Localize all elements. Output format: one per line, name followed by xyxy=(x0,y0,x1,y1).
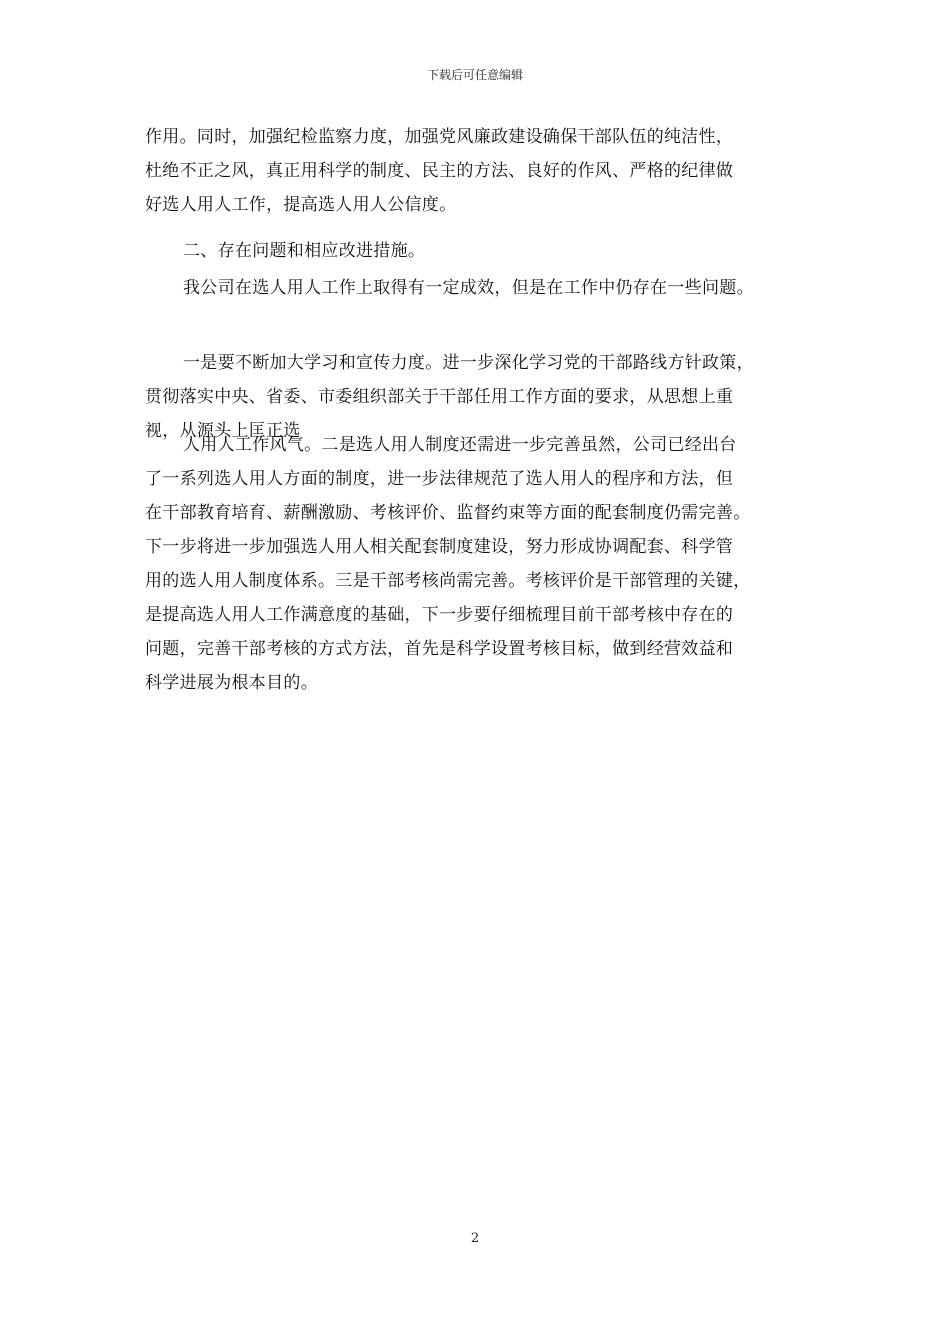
text-line: 了一系列选人用人方面的制度，进一步法律规范了选人用人的程序和方法，但 xyxy=(145,469,734,489)
text-line: 下一步将进一步加强选人用人相关配套制度建设，努力形成协调配套、科学管 xyxy=(145,537,734,557)
text-line: 好选人用人工作，提高选人用人公信度。 xyxy=(145,195,457,215)
paragraph-2 xyxy=(145,271,820,305)
text-line: 问题，完善干部考核的方式方法，首先是科学设置考核目标，做到经营效益和 xyxy=(145,639,734,659)
text-line: 杜绝不正之风，真正用科学的制度、民主的方法、良好的作风、严格的纪律做 xyxy=(145,161,734,181)
text-line: 用的选人用人制度体系。三是干部考核尚需完善。考核评价是干部管理的关键， xyxy=(145,571,751,591)
page-header: 下载后可任意编辑 xyxy=(426,68,523,82)
text-line: 贯彻落实中央、省委、市委组织部关于干部任用工作方面的要求，从思想上重 xyxy=(145,387,734,407)
page-number: 2 xyxy=(470,1231,480,1246)
text-line: 一是要不断加大学习和宣传力度。进一步深化学习党的干部路线方针政策， xyxy=(183,353,754,373)
section-heading xyxy=(145,234,820,268)
paragraph-1 xyxy=(145,120,820,222)
paragraph-4 xyxy=(145,428,820,700)
text-line: 在干部教育培育、薪酬激励、考核评价、监督约束等方面的配套制度仍需完善。 xyxy=(145,503,751,523)
text-line: 作用。同时，加强纪检监察力度，加强党风廉政建设确保干部队伍的纯洁性， xyxy=(145,127,734,147)
text-line: 是提高选人用人工作满意度的基础，下一步要仔细梳理目前干部考核中存在的 xyxy=(145,605,734,625)
text-line: 视，从源头上匡正选 xyxy=(145,421,301,441)
text-line: 科学进展为根本目的。 xyxy=(145,673,318,693)
text-line: 二、存在问题和相应改进措施。 xyxy=(183,241,426,261)
text-line: 我公司在选人用人工作上取得有一定成效，但是在工作中仍存在一些问题。 xyxy=(183,278,754,298)
text-line: 人用人工作风气。二是选人用人制度还需进一步完善虽然，公司已经出台 xyxy=(183,435,737,455)
